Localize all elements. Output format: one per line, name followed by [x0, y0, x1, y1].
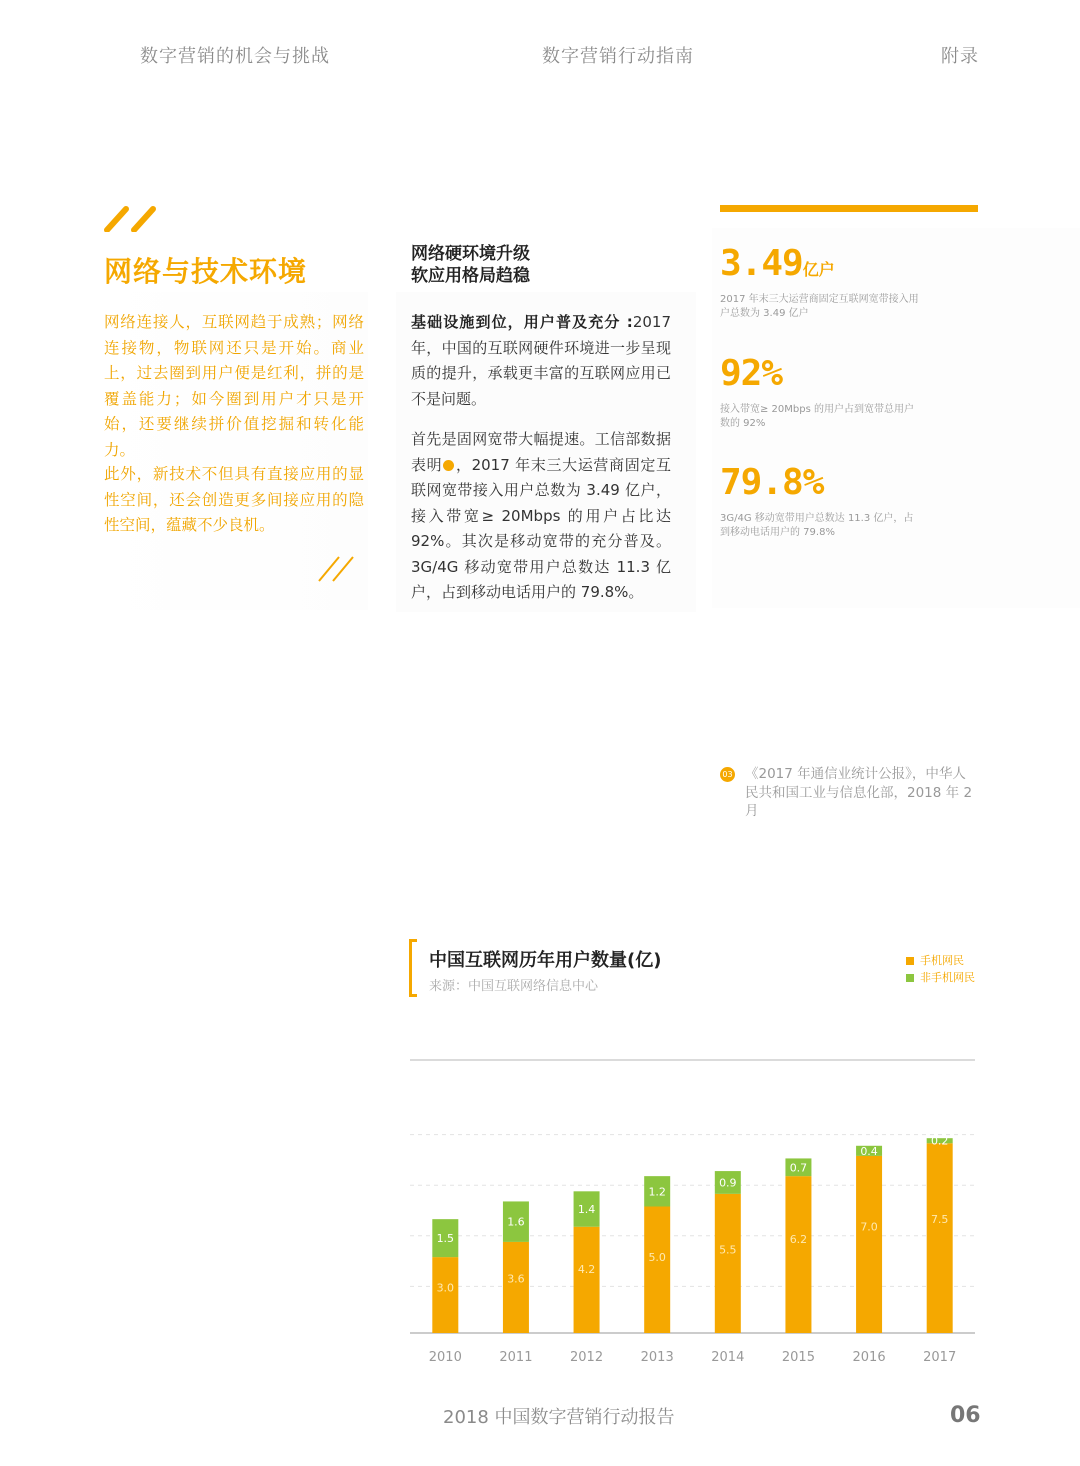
middle-paragraph-2-part1: 首先是固网宽带大幅提速。工信部数据表明	[411, 430, 671, 474]
slash-decoration-icon	[104, 206, 160, 232]
bar-mobile-2016	[856, 1156, 882, 1333]
chart-source: 来源：中国互联网络信息中心	[429, 979, 599, 994]
data-label-nonmobile-2016: 0.4	[860, 1144, 878, 1158]
stat-high-speed-share	[720, 353, 782, 394]
data-label-nonmobile-2017: 0.2	[930, 1134, 949, 1148]
bar-mobile-2012	[574, 1227, 600, 1333]
stat-mobile-desc: 3G/4G 移动宽带用户总数达 11.3 亿户，占到移动电话用户的 79.8%	[720, 513, 914, 538]
legend-label-nonmobile: 非手机网民	[920, 971, 975, 984]
chart-bracket-icon	[409, 939, 417, 997]
x-tick-label-2017: 2017	[923, 1350, 957, 1365]
stat-broadband-desc: 2017 年末三大运营商固定互联网宽带接入用户总数为 3.49 亿户	[720, 294, 919, 319]
nav-left[interactable]: 数字营销的机会与挑战	[140, 46, 330, 67]
legend-label-mobile: 手机网民	[920, 954, 964, 967]
data-label-nonmobile-2015: 0.7	[789, 1161, 808, 1175]
nav-right[interactable]: 附录	[941, 46, 979, 67]
middle-paragraph-1-lead: 基础设施到位，用户普及充分 :	[411, 313, 633, 331]
middle-paragraph-1-body: 2017 年，中国的互联网硬件环境进一步呈现质的提升，承载更丰富的互联网应用已不是问题。	[411, 313, 671, 408]
slash-decoration-small-icon	[317, 555, 359, 583]
bar-mobile-2010	[432, 1257, 458, 1333]
data-label-mobile-2016: 7.0	[860, 1220, 878, 1234]
chart-title: 中国互联网历年用户数量(亿)	[429, 950, 662, 971]
internet-users-chart	[405, 1050, 985, 1380]
footnote-marker: 03	[720, 767, 735, 782]
stat-mobile-share	[720, 462, 823, 503]
middle-heading-line1: 网络硬环境升级	[411, 244, 530, 264]
footer-report-title: 2018 中国数字营销行动报告	[443, 1407, 675, 1428]
middle-heading	[411, 243, 530, 287]
x-tick-label-2015: 2015	[781, 1350, 815, 1365]
data-label-mobile-2011: 3.6	[507, 1272, 525, 1286]
accent-bar	[720, 205, 978, 212]
bar-mobile-2014	[715, 1194, 741, 1333]
data-label-nonmobile-2013: 1.2	[648, 1185, 666, 1199]
x-tick-label-2011: 2011	[499, 1350, 533, 1365]
data-label-mobile-2010: 3.0	[436, 1281, 455, 1295]
legend-item-mobile	[906, 952, 964, 968]
page-number: 06	[950, 1403, 981, 1428]
x-tick-label-2010: 2010	[428, 1350, 462, 1365]
data-label-nonmobile-2014: 0.9	[719, 1176, 737, 1190]
middle-paragraph-1	[411, 310, 671, 412]
bar-mobile-2013	[644, 1207, 670, 1334]
stat-high-speed-desc: 接入带宽≥ 20Mbps 的用户占到宽带总用户数的 92%	[720, 404, 914, 429]
x-tick-label-2014: 2014	[711, 1350, 745, 1365]
data-label-mobile-2017: 7.5	[930, 1213, 949, 1227]
legend-swatch-mobile	[906, 957, 914, 965]
data-label-nonmobile-2010: 1.5	[436, 1232, 455, 1246]
footnote-ref-icon[interactable]	[443, 460, 454, 471]
data-label-mobile-2012: 4.2	[577, 1263, 596, 1277]
stat-broadband-unit: 亿户	[802, 260, 835, 279]
x-tick-label-2013: 2013	[640, 1350, 674, 1365]
stat-broadband-value: 3.49	[720, 243, 803, 284]
middle-paragraph-2	[411, 427, 671, 606]
data-label-nonmobile-2011: 1.6	[507, 1215, 525, 1229]
section-intro-paragraph: 网络连接人，互联网趋于成熟；网络连接物，物联网还只是开始。商业上，过去圈到用户便是红利，拼的是覆盖能力；如今圈到用户才只是开始，还要继续拼价值挖掘和转化能力。	[104, 313, 364, 459]
middle-paragraph-2-part2: ，2017 年末三大运营商固定互联网宽带接入用户总数为 3.49 亿户，接入带宽≥ 20Mbps 的用户占比达 92%。其次是移动宽带的充分普及。3G/4G 移动宽带用户总数达 11.3 亿户，占到移动电话用户的 79.8%。	[411, 455, 671, 601]
section-second-paragraph: 此外，新技术不但具有直接应用的显性空间，还会创造更多间接应用的隐性空间，蕴藏不少良机。	[104, 465, 364, 534]
stat-mobile-value: 79.8%	[720, 462, 824, 503]
stat-high-speed-value: 92%	[720, 353, 783, 394]
data-label-mobile-2013: 5.0	[648, 1251, 666, 1265]
middle-heading-line2: 软应用格局趋稳	[411, 266, 530, 286]
section-title: 网络与技术环境	[104, 255, 308, 288]
legend-item-nonmobile	[906, 969, 975, 985]
bar-mobile-2015	[785, 1176, 811, 1333]
x-tick-label-2016: 2016	[852, 1350, 886, 1365]
data-label-mobile-2015: 6.2	[789, 1232, 808, 1246]
nav-center[interactable]: 数字营销行动指南	[542, 46, 694, 67]
data-label-nonmobile-2012: 1.4	[577, 1203, 596, 1217]
footnote-text: 《2017 年通信业统计公报》，中华人民共和国工业与信息化部，2018 年 2 月	[745, 766, 973, 819]
x-tick-label-2012: 2012	[570, 1350, 604, 1365]
bar-mobile-2017	[927, 1143, 953, 1333]
bar-mobile-2011	[503, 1242, 529, 1333]
data-label-mobile-2014: 5.5	[719, 1243, 737, 1257]
stat-broadband-users	[720, 243, 835, 284]
legend-swatch-nonmobile	[906, 974, 914, 982]
